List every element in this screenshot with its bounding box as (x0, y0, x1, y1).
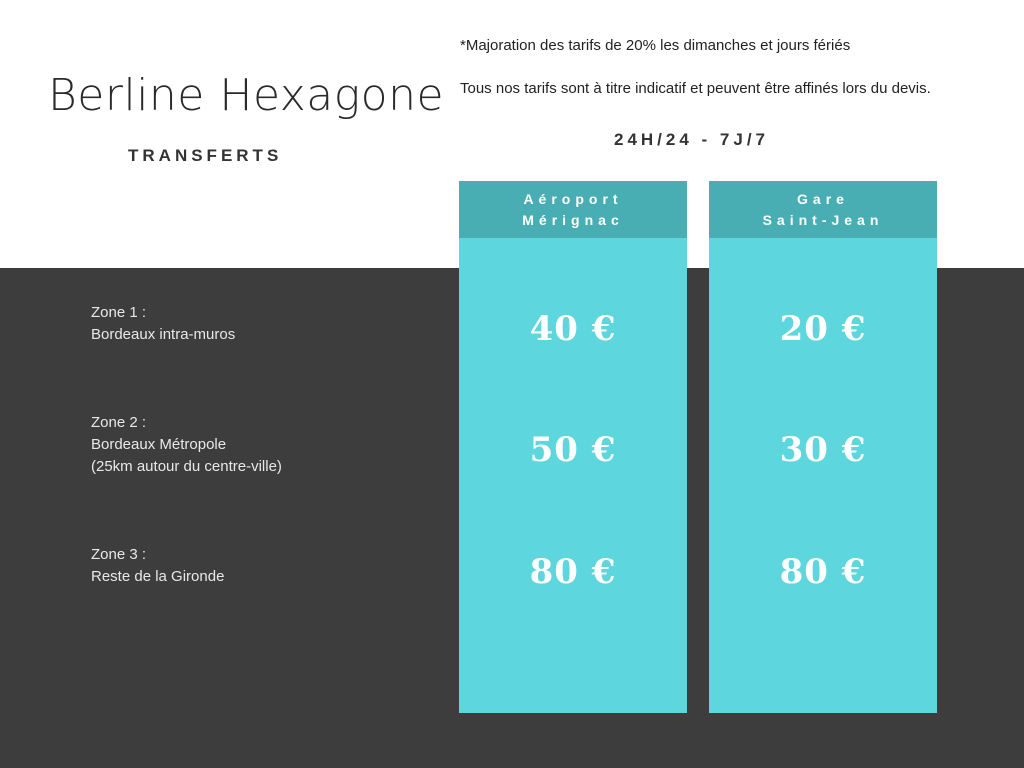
zone-1-description: Bordeaux intra-muros (91, 326, 236, 343)
airport-zone-2-price: 50 € (529, 430, 617, 470)
brand-subtitle: TRANSFERTS (128, 146, 283, 165)
zone-3-title: Zone 3 : (91, 546, 147, 563)
surcharge-note: *Majoration des tarifs de 20% les dimanches et jours fériés (460, 37, 851, 54)
zone-2-description: Bordeaux Métropole (91, 436, 227, 453)
airport-column-header (459, 181, 687, 238)
indicative-pricing-note: Tous nos tarifs sont à titre indicatif et peuvent être affinés lors du devis. (460, 80, 931, 97)
airport-header-line2: Mérignac (522, 211, 624, 228)
station-header-line2: Saint-Jean (762, 211, 884, 228)
zone-3-label (91, 544, 224, 588)
brand-title: Berline Hexagone (48, 70, 445, 121)
station-column-header (709, 181, 937, 238)
airport-zone-1-price: 40 € (529, 309, 617, 349)
station-zone-1-price: 20 € (779, 309, 867, 349)
zone-3-description: Reste de la Gironde (91, 568, 225, 585)
availability-hours: 24H/24 - 7J/7 (614, 130, 770, 149)
zone-1-title: Zone 1 : (91, 304, 147, 321)
station-header-line1: Gare (797, 190, 849, 207)
station-price-column (709, 181, 937, 713)
airport-price-column (459, 181, 687, 713)
zone-2-title: Zone 2 : (91, 414, 147, 431)
zone-1-label (91, 302, 235, 346)
station-zone-2-price: 30 € (779, 430, 867, 470)
airport-zone-3-price: 80 € (529, 552, 617, 592)
airport-header-line1: Aéroport (523, 190, 623, 207)
zone-2-label (91, 412, 282, 478)
station-zone-3-price: 80 € (779, 552, 867, 592)
zone-2-detail: (25km autour du centre-ville) (91, 458, 282, 475)
